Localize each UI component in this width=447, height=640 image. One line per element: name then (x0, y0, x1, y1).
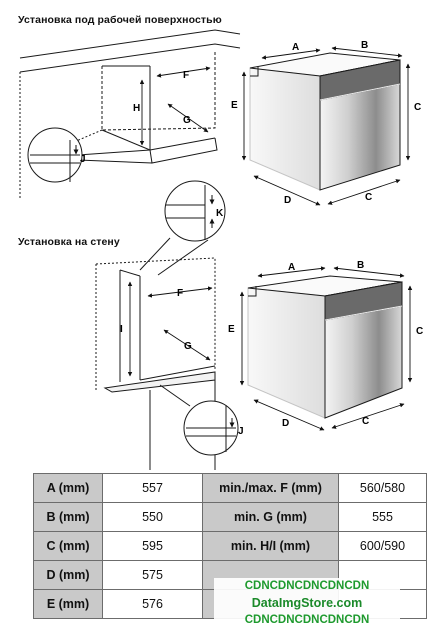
watermark-line-3: CDNCDNCDNCDNCDN (244, 614, 370, 626)
dimension-lines-top-cabinet (142, 68, 210, 145)
table-row (34, 532, 427, 561)
dim-label-j-top: J (80, 154, 86, 165)
heading-undercounter: Установка под рабочей поверхностью (18, 14, 222, 26)
row-label-2: min. G (mm) (203, 503, 339, 532)
dim-label-c-bottom-top: C (365, 192, 373, 203)
dim-label-f-top: F (183, 70, 190, 81)
dim-label-k: K (216, 208, 224, 219)
row-label: C (mm) (34, 532, 103, 561)
dim-label-d-wall: D (282, 418, 290, 429)
dim-label-b-top: B (361, 40, 369, 51)
row-value: 595 (103, 532, 203, 561)
detail-circle-j-wall (160, 385, 238, 455)
dim-label-e-top: E (231, 100, 238, 111)
oven-drawing-wall (248, 276, 402, 418)
watermark-line-1: CDNCDNCDNCDNCDN (244, 580, 370, 592)
dim-label-b-wall: B (357, 260, 365, 271)
oven-drawing-top (250, 53, 400, 190)
dim-label-c-right-wall: C (416, 326, 424, 337)
row-value: 575 (103, 561, 203, 590)
row-value-2: 600/590 (339, 532, 427, 561)
row-label-2: min. H/I (mm) (203, 532, 339, 561)
table-row (34, 503, 427, 532)
row-value: 576 (103, 590, 203, 619)
dimension-lines-wall-cabinet (130, 282, 212, 376)
watermark (214, 578, 400, 630)
dim-label-a-top: A (292, 42, 300, 53)
row-label: B (mm) (34, 503, 103, 532)
row-label: D (mm) (34, 561, 103, 590)
dim-label-h: H (133, 103, 141, 114)
row-label: A (mm) (34, 474, 103, 503)
dim-label-g-top: G (183, 115, 191, 126)
detail-circle-j-top (28, 128, 150, 182)
watermark-line-2: DataImgStore.com (251, 596, 363, 610)
dim-label-i: I (120, 324, 123, 335)
row-value-2: 555 (339, 503, 427, 532)
dim-label-g-wall: G (184, 341, 192, 352)
row-label: E (mm) (34, 590, 103, 619)
dim-label-a-wall: A (288, 262, 296, 273)
dim-label-d-top: D (284, 195, 292, 206)
dim-label-j-wall: J (238, 426, 244, 437)
dim-label-f-wall: F (177, 288, 184, 299)
row-label-2: min./max. F (mm) (203, 474, 339, 503)
dim-label-c-bottom-wall: C (362, 416, 370, 427)
table-row (34, 474, 427, 503)
row-value: 557 (103, 474, 203, 503)
row-value-2: 560/580 (339, 474, 427, 503)
dim-label-e-wall: E (228, 324, 235, 335)
dim-label-c-right-top: C (414, 102, 422, 113)
heading-wall-installation: Установка на стену (18, 236, 120, 248)
row-value: 550 (103, 503, 203, 532)
